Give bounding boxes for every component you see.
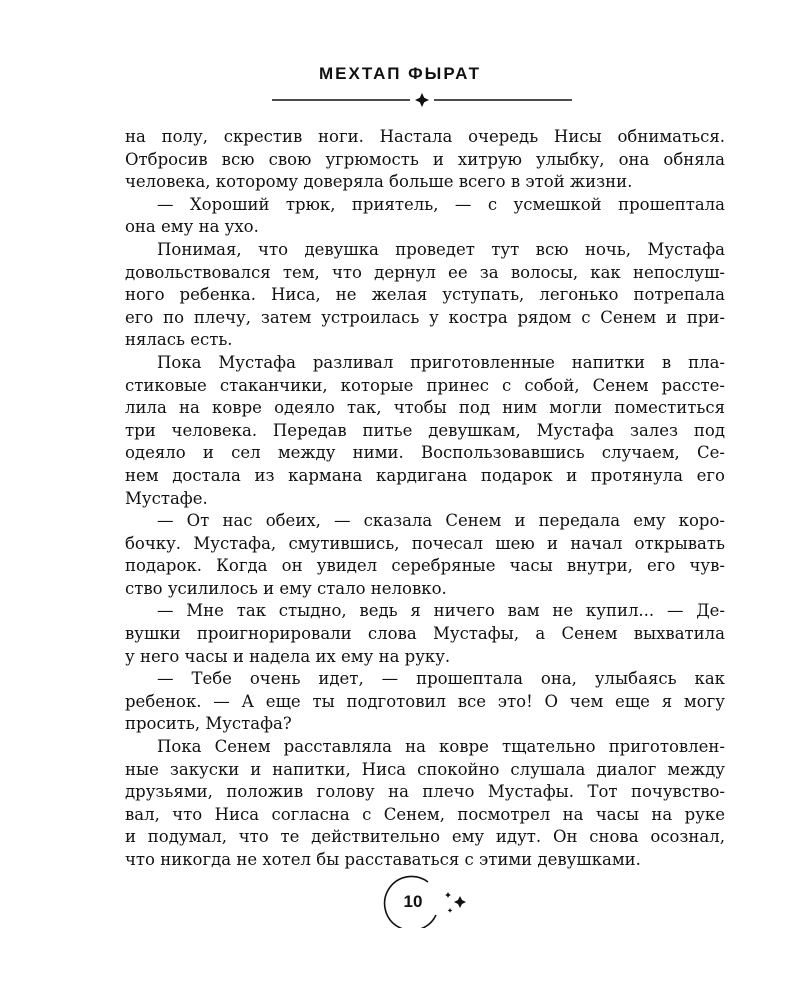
- text-line: Понимая, что девушка проведет тут всю ночь, Мустафа: [157, 239, 725, 259]
- text-line: Мустафе.: [125, 488, 208, 508]
- header-divider: [272, 92, 572, 108]
- text-line: лила на ковре одеяло так, чтобы под ним могли поместиться: [125, 398, 725, 418]
- sparkle-large-icon: [454, 896, 466, 908]
- text-line: одеяло и сел между ними. Воспользовавшись случаем, Се-: [125, 443, 725, 463]
- text-line: нялась есть.: [125, 330, 233, 350]
- text-line: что никогда не хотел бы расставаться с этими девушками.: [125, 850, 641, 869]
- text-line: у него часы и надела их ему на руку.: [125, 646, 451, 666]
- text-line: Пока Мустафа разливал приготовленные напитки в пла-: [157, 352, 725, 372]
- text-line: друзьями, положив голову на плечо Мустафы. Тот почувство-: [125, 782, 725, 802]
- text-line: ство усилилось и ему стало неловко.: [125, 578, 447, 598]
- text-line: человека, которому доверяла больше всего в этой жизни.: [125, 172, 633, 192]
- text-line: просить, Мустафа?: [125, 714, 292, 734]
- text-line: — От нас обеих, — сказала Сенем и передала ему коро-: [157, 511, 725, 531]
- text-line: вал, что Ниса согласна с Сенем, посмотрел на часы на руке: [125, 804, 725, 824]
- text-line: вушки проигнорировали слова Мустафы, а Сенем выхватила: [125, 624, 725, 644]
- text-line: — Мне так стыдно, ведь я ничего вам не купил... — Де-: [157, 601, 725, 621]
- text-line: — Хороший трюк, приятель, — с усмешкой прошептала: [157, 194, 725, 214]
- text-line: на полу, скрестив ноги. Настала очередь Нисы обниматься.: [125, 127, 725, 146]
- body-text: [125, 126, 725, 872]
- page-number: 10: [403, 892, 423, 911]
- text-line: довольствовался тем, что дернул ее за волосы, как непослуш-: [125, 262, 725, 282]
- running-title: МЕХТАП ФЫРАТ: [319, 64, 481, 83]
- text-line: ные закуски и напитки, Ниса спокойно слушала диалог между: [125, 759, 725, 779]
- text-line: — Тебе очень идет, — прошептала она, улыбаясь как: [157, 669, 725, 689]
- text-line: подарок. Когда он увидел серебряные часы внутри, его чув-: [125, 556, 725, 576]
- text-line: Пока Сенем расставляла на ковре тщательно приготовлен-: [157, 737, 725, 757]
- text-line: бочку. Мустафа, смутившись, почесал шею и начал открывать: [125, 533, 725, 553]
- diamond-star-icon: [415, 93, 429, 107]
- text-line: ребенок. — А еще ты подготовил все это! О чем еще я могу: [125, 691, 725, 711]
- text-line: и подумал, что те действительно ему идут. Он снова осознал,: [125, 827, 725, 847]
- text-line: Отбросив всю свою угрюмость и хитрую улыбку, она обняла: [125, 149, 725, 169]
- text-line: стиковые стаканчики, которые принес с собой, Сенем рассте-: [125, 375, 725, 395]
- text-line: его по плечу, затем устроилась у костра рядом с Сенем и при-: [125, 307, 725, 327]
- text-line: она ему на ухо.: [125, 217, 259, 237]
- sparkle-tiny-icon: [448, 908, 453, 913]
- text-line: ного ребенка. Ниса, не желая уступать, легонько потрепала: [125, 285, 725, 305]
- text-line: нем достала из кармана кардигана подарок и протянула его: [125, 465, 725, 485]
- text-line: три человека. Передав питье девушкам, Мустафа залез под: [125, 420, 725, 440]
